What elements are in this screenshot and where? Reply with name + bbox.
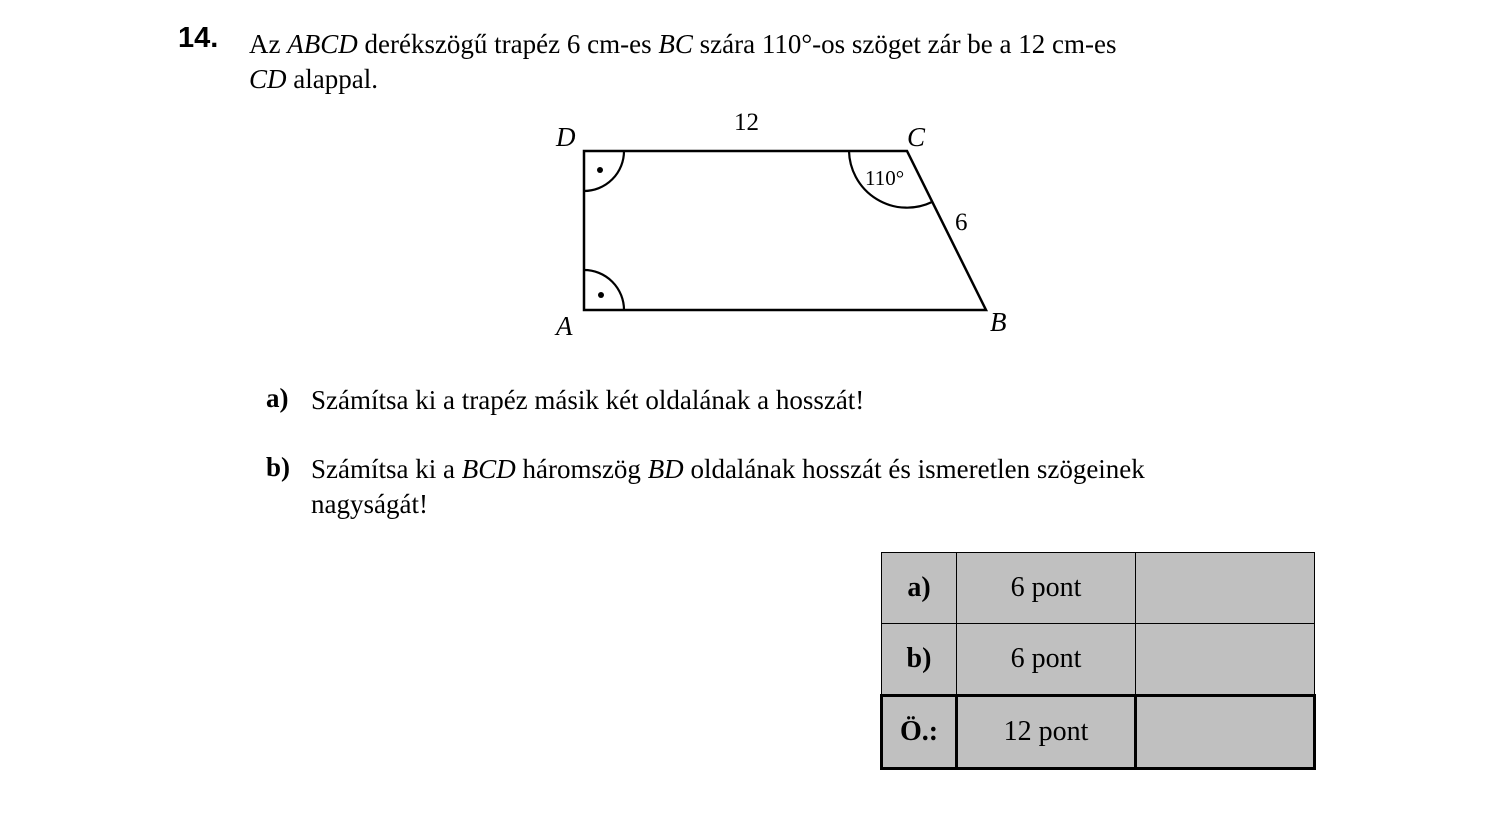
- score-label: a): [882, 553, 957, 624]
- side-label-cd: 12: [734, 109, 759, 136]
- score-earned-cell[interactable]: [1136, 553, 1315, 624]
- angle-label-c: 110°: [865, 166, 905, 190]
- sub-b-bcd: BCD: [461, 454, 516, 484]
- score-label: b): [882, 624, 957, 696]
- right-angle-arc-d: [584, 151, 624, 191]
- score-row-b: [882, 624, 1315, 696]
- stmt-text: alappal.: [286, 64, 378, 94]
- subproblem-a-label: a): [266, 383, 289, 413]
- vertex-label-b: B: [990, 307, 1007, 337]
- score-earned-cell[interactable]: [1136, 624, 1315, 696]
- subproblem-b-line-1: [311, 451, 1145, 487]
- right-angle-dot-d: [597, 167, 603, 173]
- right-angle-dot-a: [598, 292, 604, 298]
- stmt-text: derékszögű trapéz 6 cm-es: [357, 29, 659, 59]
- stmt-text: szára 110°-os szöget zár be a 12 cm-es: [692, 29, 1117, 59]
- vertex-label-c: C: [907, 122, 926, 152]
- score-table: [880, 552, 1316, 770]
- problem-statement-line-1: [249, 26, 1117, 62]
- score-row-a: [882, 553, 1315, 624]
- right-angle-arc-a: [584, 270, 624, 310]
- score-row-total: [882, 696, 1315, 769]
- side-label-bc: 6: [955, 209, 968, 236]
- score-points: 12 pont: [957, 696, 1136, 769]
- trapezoid-figure: [540, 100, 1030, 350]
- score-points: 6 pont: [957, 553, 1136, 624]
- vertex-label-a: A: [556, 311, 573, 341]
- sub-b-text: Számítsa ki a: [311, 454, 462, 484]
- stmt-abcd: ABCD: [287, 29, 358, 59]
- sub-b-text: oldalának hosszát és ismeretlen szögeinek: [683, 454, 1145, 484]
- stmt-bc: BC: [658, 29, 693, 59]
- subproblem-b-line-2: nagyságát!: [311, 489, 428, 519]
- stmt-cd: CD: [249, 64, 287, 94]
- problem-statement-line-2: [249, 61, 378, 97]
- subproblem-a-text: Számítsa ki a trapéz másik két oldalának a hosszát!: [311, 385, 865, 415]
- score-earned-cell[interactable]: [1136, 696, 1315, 769]
- score-label: Ö.:: [882, 696, 957, 769]
- subproblem-b-label: b): [266, 452, 291, 482]
- trapezoid-outline: [584, 151, 986, 310]
- sub-b-text: háromszög: [515, 454, 648, 484]
- score-points: 6 pont: [957, 624, 1136, 696]
- sub-b-bd: BD: [647, 454, 684, 484]
- stmt-text: Az: [249, 29, 288, 59]
- vertex-label-d: D: [556, 122, 576, 152]
- problem-number: 14.: [178, 22, 219, 54]
